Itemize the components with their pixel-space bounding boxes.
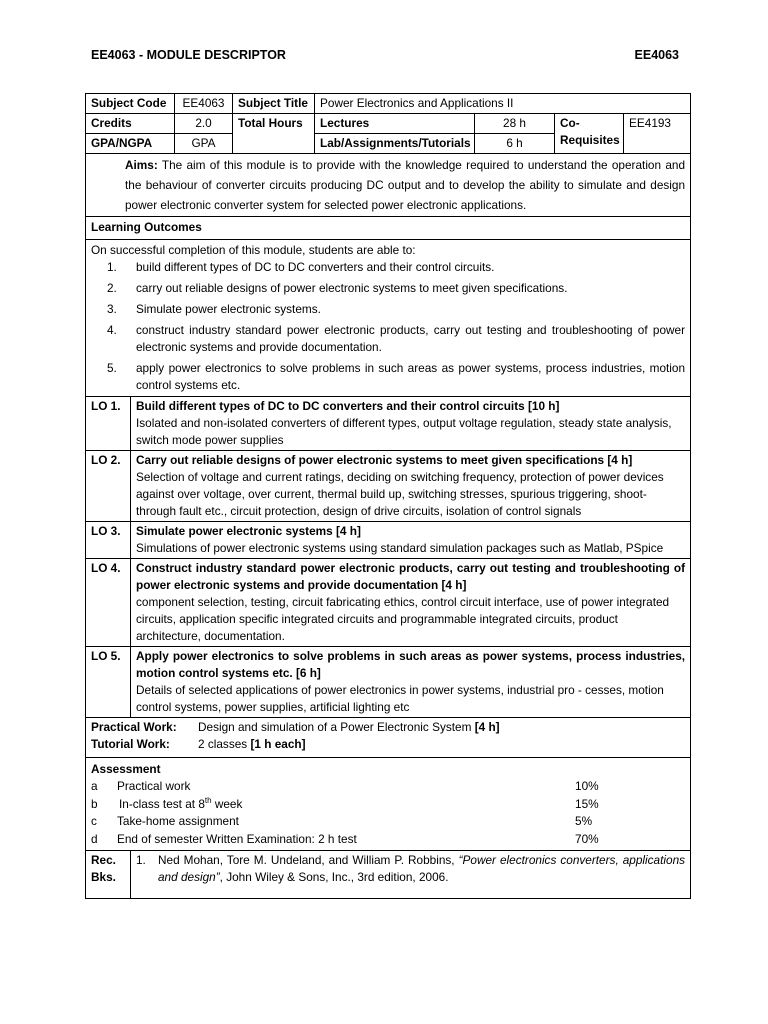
lab-value: 6 h <box>475 134 555 154</box>
lo-title: Simulate power electronic systems [4 h] <box>136 524 361 538</box>
list-item: 1. build different types of DC to DC converters and their control circuits. <box>107 260 495 274</box>
page-header <box>91 48 679 66</box>
lo-detail-row <box>86 647 691 718</box>
lectures-value: 28 h <box>475 114 555 134</box>
info-row-1 <box>86 94 691 114</box>
learning-outcomes-intro: On successful completion of this module, students are able to: <box>91 243 416 257</box>
list-item: 2. carry out reliable designs of power electronic systems to meet given specifications. <box>107 281 568 295</box>
module-descriptor-table <box>85 93 691 899</box>
assessment-heading: Assessment <box>91 762 161 776</box>
learning-outcomes-heading: Learning Outcomes <box>86 217 691 240</box>
lo-label: LO 1. <box>86 397 131 451</box>
lo-detail-row <box>86 522 691 559</box>
learning-outcomes-list <box>91 259 685 394</box>
aims-text <box>91 155 685 215</box>
aims-body: The aim of this module is to provide with the knowledge required to understand the operation and the behaviour of converter circuits producing DC output and to develop the ability to simulate and design power electronic converter system for selected power electronic applications. <box>125 158 686 212</box>
lo-label: LO 2. <box>86 451 131 522</box>
lo-title: Build different types of DC to DC converters and their control circuits [10 h] <box>136 399 560 413</box>
list-item: d End of semester Written Examination: 2 h test 70% <box>91 831 599 846</box>
module-code: EE4063 <box>634 48 679 62</box>
subject-code-label: Subject Code <box>86 94 175 114</box>
credits-label: Credits <box>86 114 175 134</box>
lo-label: LO 5. <box>86 647 131 718</box>
total-hours-label: Total Hours <box>233 114 315 154</box>
lab-label: Lab/Assignments/Tutorials <box>315 134 475 154</box>
lo-detail-row <box>86 397 691 451</box>
credits-value: 2.0 <box>175 114 233 134</box>
list-item: 1. Ned Mohan, Tore M. Undeland, and William P. Robbins, “Power electronics converters, applications and design”, John Wiley & Sons, Inc., 3rd edition, 2006. <box>136 853 686 884</box>
lo-description: Selection of voltage and current ratings, deciding on switching frequency, protection of power devices against over voltage, over current, thermal build up, switching stresses, spurious triggering, shoot-through fault etc., circuit protection, design of drive circuits, isolation of control signals <box>136 470 664 518</box>
tutorial-label: Tutorial Work: <box>91 737 170 751</box>
info-row-2 <box>86 114 691 134</box>
learning-outcomes-row <box>86 240 691 397</box>
learning-outcomes-heading-row <box>86 217 691 240</box>
corequisites-value: EE4193 <box>624 114 691 154</box>
practical-text: Design and simulation of a Power Electronic System <box>198 720 475 734</box>
lo-description: Simulations of power electronic systems using standard simulation packages such as Matlab, PSpice <box>136 541 664 555</box>
practical-row <box>86 718 691 758</box>
practical-hours: [4 h] <box>474 720 500 734</box>
assessment-row <box>86 758 691 851</box>
tutorial-hours: [1 h each] <box>250 737 306 751</box>
lo-description: component selection, testing, circuit fabricating ethics, control circuit interface, use of power integrated circuits, application specific integrated circuits and programmable integrated circuits, product architecture, documentation. <box>136 595 670 643</box>
lo-detail-row <box>86 559 691 647</box>
gpa-value: GPA <box>175 134 233 154</box>
subject-title-label: Subject Title <box>233 94 315 114</box>
tutorial-text: 2 classes <box>198 737 251 751</box>
lectures-label: Lectures <box>315 114 475 134</box>
lo-description: Details of selected applications of power electronics in power systems, industrial pro - cesses, motion control systems, power supplies, artificial lighting etc <box>136 683 664 714</box>
practical-work <box>91 719 685 736</box>
rec-books-row <box>86 851 691 899</box>
aims-row <box>86 154 691 217</box>
lo-title: Carry out reliable designs of power electronic systems to meet given specifications [4 h] <box>136 453 633 467</box>
list-item: 4. construct industry standard power electronic products, carry out testing and troubleshooting of power electronic systems and provide documentation. <box>107 323 686 354</box>
practical-label: Practical Work: <box>91 720 177 734</box>
lo-label: LO 4. <box>86 559 131 647</box>
subject-title-value: Power Electronics and Applications II <box>315 94 691 114</box>
gpa-label: GPA/NGPA <box>86 134 175 154</box>
book-title: “Power electronics converters, applications and design” <box>158 853 686 884</box>
lo-title: Apply power electronics to solve problems in such areas as power systems, process industries, motion control systems etc. [6 h] <box>136 649 686 680</box>
list-item: a Practical work 10% <box>91 779 599 793</box>
subject-code-value: EE4063 <box>175 94 233 114</box>
corequisites-label: Co-Requisites <box>555 114 624 154</box>
list-item: b In-class test at 8th week 15% <box>91 795 599 811</box>
list-item: 5. apply power electronics to solve problems in such areas as power systems, process industries, motion control systems etc. <box>107 361 686 392</box>
document-title: EE4063 - MODULE DESCRIPTOR <box>91 48 286 62</box>
lo-description: Isolated and non-isolated converters of different types, output voltage regulation, steady state analysis, switch mode power supplies <box>136 416 672 447</box>
lo-detail-row <box>86 451 691 522</box>
lo-title: Construct industry standard power electronic products, carry out testing and troubleshooting of power electronic systems and provide documentation [4 h] <box>136 561 686 592</box>
rec-books-label: Rec. Bks. <box>86 851 131 899</box>
lo-label: LO 3. <box>86 522 131 559</box>
aims-label: Aims: <box>125 158 158 172</box>
list-item: c Take-home assignment 5% <box>91 814 593 828</box>
tutorial-work <box>91 736 685 753</box>
list-item: 3. Simulate power electronic systems. <box>107 302 321 316</box>
